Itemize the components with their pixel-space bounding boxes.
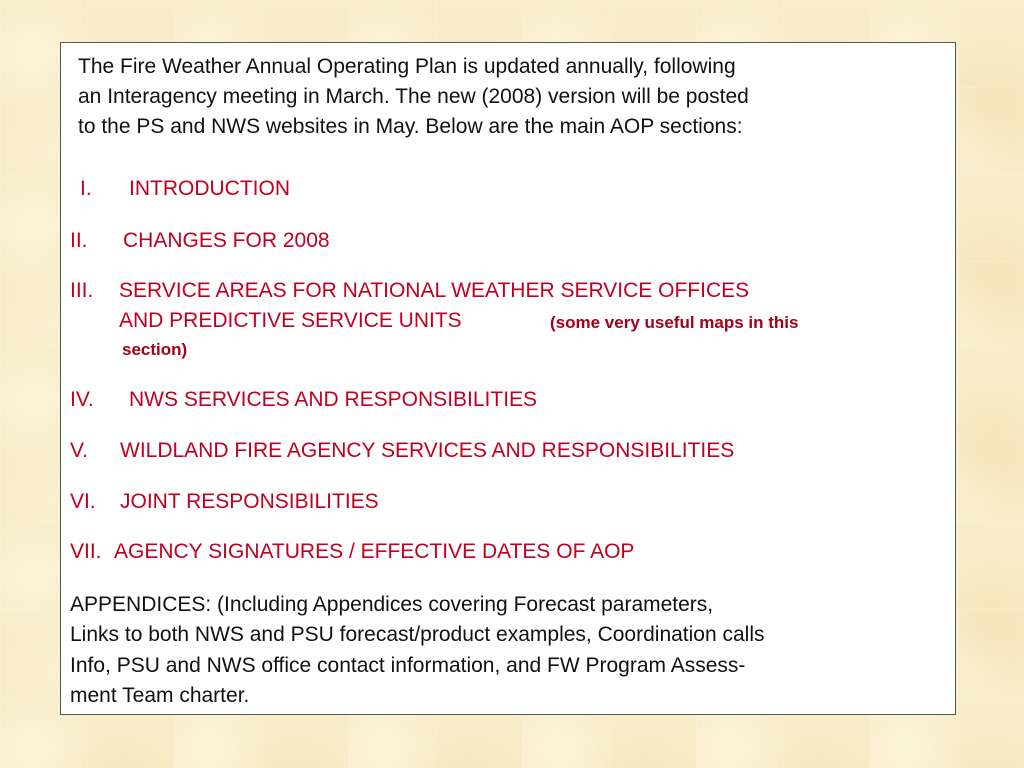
section-numeral: II.	[70, 229, 88, 252]
content-box	[60, 42, 956, 715]
section-title: AGENCY SIGNATURES / EFFECTIVE DATES OF AOP	[114, 540, 635, 563]
section-numeral: IV.	[70, 388, 94, 411]
section-title-line: AND PREDICTIVE SERVICE UNITS	[119, 309, 462, 332]
section-title-line: SERVICE AREAS FOR NATIONAL WEATHER SERVICE OFFICES	[119, 279, 750, 302]
intro-line: an Interagency meeting in March. The new (2008) version will be posted	[78, 85, 749, 108]
section-numeral: III.	[70, 279, 94, 302]
section-numeral: VII.	[70, 540, 102, 563]
section-note: section)	[122, 340, 188, 359]
intro-line: to the PS and NWS websites in May. Below are the main AOP sections:	[78, 115, 743, 138]
appendices-line: Links to both NWS and PSU forecast/product examples, Coordination calls	[70, 623, 765, 646]
section-numeral: I.	[80, 177, 92, 200]
appendices-line: Info, PSU and NWS office contact information, and FW Program Assess-	[70, 654, 746, 677]
section-title: WILDLAND FIRE AGENCY SERVICES AND RESPONSIBILITIES	[120, 439, 735, 462]
section-numeral: V.	[70, 439, 88, 462]
section-note: (some very useful maps in this	[550, 313, 799, 332]
section-title: CHANGES FOR 2008	[123, 229, 330, 252]
section-title: INTRODUCTION	[129, 177, 290, 200]
section-title: JOINT RESPONSIBILITIES	[120, 490, 379, 513]
appendices-line: ment Team charter.	[70, 684, 250, 707]
appendices-line: APPENDICES: (Including Appendices covering Forecast parameters,	[70, 593, 714, 616]
intro-line: The Fire Weather Annual Operating Plan is updated annually, following	[78, 55, 736, 78]
section-title: NWS SERVICES AND RESPONSIBILITIES	[129, 388, 538, 411]
section-numeral: VI.	[70, 490, 96, 513]
